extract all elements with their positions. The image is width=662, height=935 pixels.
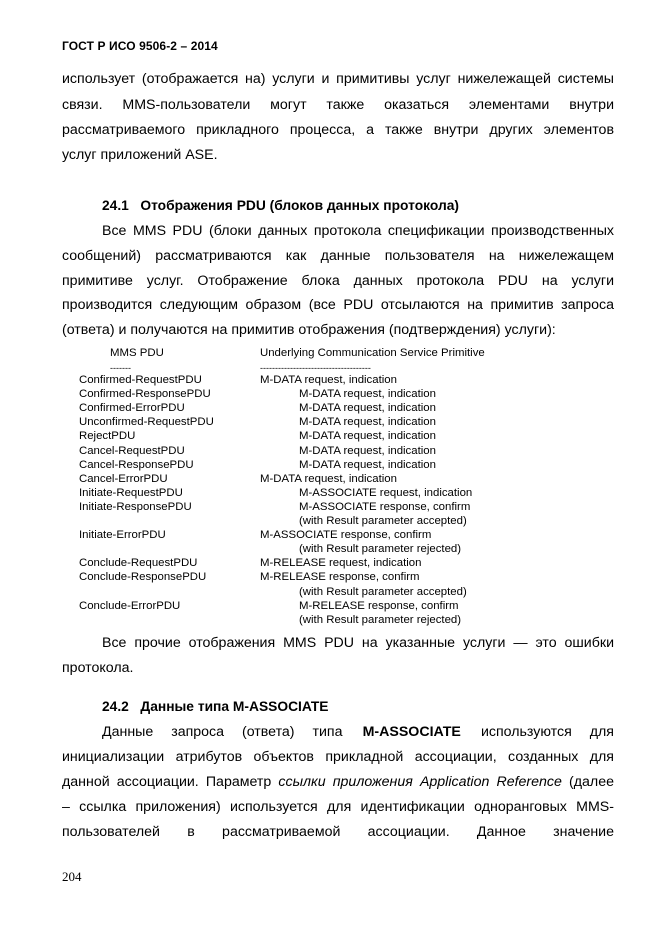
after-table-line-2: протокола. bbox=[62, 660, 134, 676]
table-row-primitive: M-DATA request, indication bbox=[299, 416, 436, 429]
section-title: Данные типа M-ASSOCIATE bbox=[140, 699, 329, 714]
table-row-primitive: M-DATA request, indication bbox=[260, 472, 397, 485]
page-number: 204 bbox=[62, 869, 82, 884]
intro-line-1: использует (отображается на) услуги и примитивы услуг нижележащей системы bbox=[62, 71, 614, 87]
table-row-pdu: Conclude-RequestPDU bbox=[79, 557, 198, 570]
table-row-pdu: Conclude-ResponsePDU bbox=[79, 571, 207, 584]
table-row-pdu: Cancel-ResponsePDU bbox=[79, 458, 194, 471]
section2-line-3-a: данной ассоциации. Параметр bbox=[62, 774, 279, 790]
table-row-pdu: RejectPDU bbox=[79, 430, 136, 443]
section1-line-3: примитиве услуг. Отображение блока данных протокола PDU на услуги bbox=[62, 273, 614, 289]
section1-line-4: производится следующим образом (все PDU отсылаются на примитив запроса bbox=[62, 297, 614, 313]
table-row-primitive: (with Result parameter accepted) bbox=[299, 515, 467, 527]
document-header: ГОСТ Р ИСО 9506-2 – 2014 bbox=[62, 39, 218, 53]
table-row-pdu: Cancel-RequestPDU bbox=[79, 444, 185, 457]
table-col1-rule: ------- bbox=[110, 363, 131, 373]
table-row-pdu: Initiate-RequestPDU bbox=[79, 486, 183, 499]
section2-line-5: пользователей в рассматриваемой ассоциации. Данное значение bbox=[62, 824, 614, 840]
table-col2-header: Underlying Communication Service Primitive bbox=[260, 347, 485, 359]
table-row-pdu: Confirmed-ResponsePDU bbox=[79, 388, 211, 401]
after-table-line-1: Все прочие отображения MMS PDU на указанные услуги — это ошибки bbox=[102, 635, 614, 651]
table-row-primitive: M-DATA request, indication bbox=[260, 374, 397, 386]
section-24-2-heading bbox=[102, 697, 328, 717]
intro-line-3: рассматриваемого прикладного процесса, а также внутри других элементов bbox=[62, 122, 614, 138]
table-row-primitive: M-ASSOCIATE request, indication bbox=[299, 486, 473, 499]
table-row-primitive: (with Result parameter accepted) bbox=[299, 585, 467, 598]
table-row-primitive: M-ASSOCIATE response, confirm bbox=[299, 500, 471, 513]
table-row-pdu: Conclude-ErrorPDU bbox=[79, 599, 181, 612]
section-title: Отображения PDU (блоков данных протокола) bbox=[140, 198, 459, 213]
table-row-primitive: M-DATA request, indication bbox=[299, 388, 436, 401]
table-row-pdu: Confirmed-RequestPDU bbox=[79, 374, 202, 386]
intro-line-2: связи. MMS-пользователи могут также оказаться элементами внутри bbox=[62, 97, 614, 113]
section1-line-1: Все MMS PDU (блоки данных протокола спецификации производственных bbox=[102, 223, 614, 239]
intro-line-4: услуг приложений ASE. bbox=[62, 147, 218, 163]
section-number: 24.1 bbox=[102, 198, 129, 213]
table-row-pdu: Cancel-ErrorPDU bbox=[79, 472, 168, 485]
table-col1-header: MMS PDU bbox=[110, 347, 164, 359]
table-row-primitive: M-DATA request, indication bbox=[299, 430, 436, 443]
section2-line-3-b: (далее bbox=[561, 774, 614, 790]
table-row-pdu: Unconfirmed-RequestPDU bbox=[79, 416, 214, 429]
table-row-primitive: M-DATA request, indication bbox=[299, 402, 436, 415]
section-number: 24.2 bbox=[102, 699, 129, 714]
section1-line-2: сообщений) рассматриваются как данные пользователя на нижележащем bbox=[62, 248, 614, 264]
section-24-1-heading bbox=[102, 196, 459, 216]
section2-line-1-a: Данные запроса (ответа) типа bbox=[102, 724, 343, 740]
table-row-primitive: M-DATA request, indication bbox=[299, 458, 436, 471]
table-row-primitive: M-ASSOCIATE response, confirm bbox=[260, 529, 432, 542]
table-col2-rule: ------------------------------------- bbox=[260, 363, 371, 373]
table-row-primitive: M-RELEASE response, confirm bbox=[260, 571, 420, 584]
table-row-primitive: M-DATA request, indication bbox=[299, 444, 436, 457]
table-row-pdu: Confirmed-ErrorPDU bbox=[79, 402, 185, 415]
table-row-primitive: (with Result parameter rejected) bbox=[299, 543, 462, 556]
section2-line-1-b: используются для bbox=[480, 724, 614, 740]
table-row-pdu: Initiate-ErrorPDU bbox=[79, 529, 166, 542]
m-associate-term: M-ASSOCIATE bbox=[362, 724, 461, 740]
table-row-primitive: M-RELEASE response, confirm bbox=[299, 599, 459, 612]
section2-line-4: – ссылка приложения) используется для идентификации одноранговых MMS- bbox=[62, 799, 614, 815]
section2-line-2: инициализации атрибутов объектов прикладной ассоциации, созданных для bbox=[62, 749, 614, 765]
section2-line-1 bbox=[102, 722, 614, 742]
application-reference-term: ссылки приложения Application Reference bbox=[278, 774, 562, 790]
table-row-pdu: Initiate-ResponsePDU bbox=[79, 500, 192, 513]
section1-line-5: (ответа) и получаются на примитив отображения (подтверждения) услуги): bbox=[62, 322, 556, 338]
section2-line-3 bbox=[62, 772, 614, 792]
table-row-primitive: M-RELEASE request, indication bbox=[260, 557, 422, 570]
table-row-primitive: (with Result parameter rejected) bbox=[299, 613, 462, 626]
